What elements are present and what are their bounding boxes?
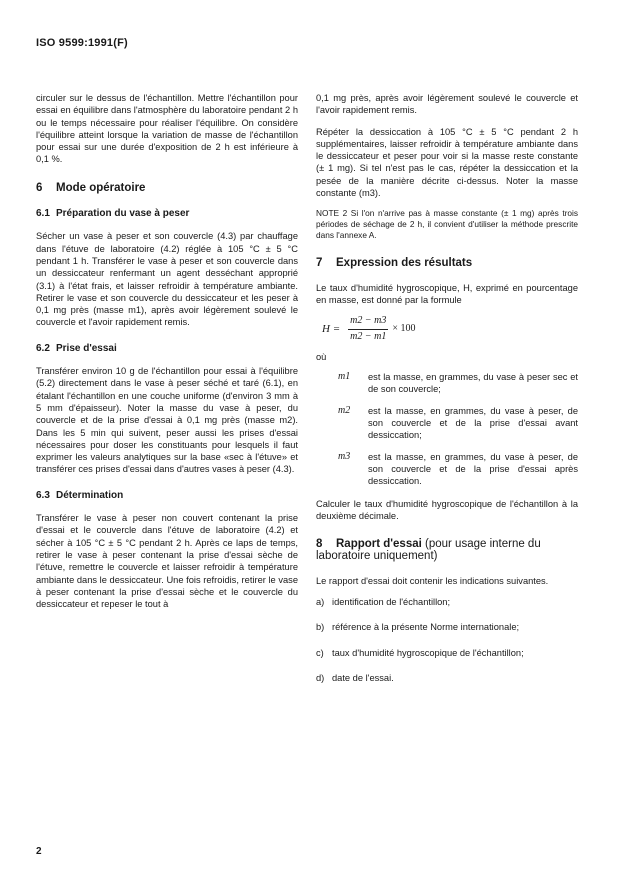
definition-item — [316, 451, 578, 488]
note-2: NOTE 2 Si l'on n'arrive pas à masse constante (± 1 mg) après trois périodes de séchage de 2 h, il convient d'utiliser la méthode prescrite dans l'annexe A. — [316, 208, 578, 241]
section-6-1-body: Sécher un vase à peser et son couvercle (4.3) par chauffage dans l'étuve de laboratoire (4.2) réglée à 105 °C ± 5 °C pendant 1 h. Transférer le vase à peser et son couvercle dans un dessiccateur renfermant un agent desséchant approprié (3.1) à l'état frais, et laisser refroidir à température ambiante. Retirer le vase et son couvercle du dessiccateur et les peser à 0,1 mg près (masse m1), après avoir légèrement soulevé le couvercle et l'avoir rapidement remis. — [36, 231, 298, 328]
section-title: Préparation du vase à peser — [56, 208, 190, 220]
where-label: où — [316, 351, 327, 362]
section-title: Mode opératoire — [56, 181, 146, 194]
section-number: 6.2 — [36, 342, 50, 354]
section-8-heading — [316, 538, 578, 563]
definition-symbol: m2 — [338, 404, 351, 416]
list-item-text: identification de l'échantillon; — [332, 597, 451, 608]
list-item-letter: c) — [316, 647, 324, 658]
section-7-body: Le taux d'humidité hygroscopique, H, exprimé en pourcentage en masse, est donné par la formule — [316, 282, 578, 305]
section-6-2-body: Transférer environ 10 g de l'échantillon pour essai à l'équilibre (5.2) directement dans le vase à peser séché et taré (6.1), en étalant l'échantillon en une couche uniforme (d'environ 3 mm à 5 mm d'épaisseur). Noter la masse du vase à peser, du couvercle et de la prise d'essai à 0,1 mg près (masse m2). Dans les 5 min qui suivent, peser aussi les prises d'essai nécessaires pour doser les constituants pour lesquels il faut exprimer les valeurs analytiques sur la base «sec à l'étuve» et transférer ces prises d'essai dans d'autres vases à peser (4.3). — [36, 366, 298, 475]
list-item — [316, 621, 578, 633]
list-item-letter: d) — [316, 672, 325, 683]
section-6-3-body: Transférer le vase à peser non couvert contenant la prise d'essai et le couvercle dans l'étuve de laboratoire (4.2) et sécher à 105 °C ± 5 °C pendant 2 h. Après ce laps de temps, retirer le vase à peser contenant la prise d'essai sèche de l'étuve, remettre le couvercle et laisser refroidir à température ambiante dans le dessiccateur. Une fois refroidis, retirer le vase à peser contenant la prise d'essai sèche et le couvercle du dessiccateur et repeser le tout à — [36, 513, 298, 610]
left-column — [36, 92, 298, 619]
section-6-heading — [36, 182, 298, 194]
section-6-2-heading — [36, 343, 298, 355]
definition-symbol: m1 — [338, 371, 351, 383]
document-header: ISO 9599:1991(F) — [36, 37, 128, 49]
section-7-heading — [316, 257, 578, 269]
repeat-paragraph: Répéter la dessiccation à 105 °C ± 5 °C pendant 2 h supplémentaires, laisser refroidir à température ambiante dans le dessiccateur et peser pour voir si la masse reste constante (± 1 mg). Si tel n'est pas le cas, répéter la dessiccation et la pesée de la manière décrite ci-dessus. Noter la masse constante (m3). — [316, 126, 578, 199]
page-number: 2 — [36, 846, 42, 857]
list-item — [316, 672, 578, 684]
formula-multiplier: × 100 — [392, 322, 416, 334]
formula-fraction — [348, 315, 388, 343]
section-number: 6.3 — [36, 489, 50, 501]
section-title: Rapport d'essai — [336, 538, 422, 551]
section-number: 6 — [36, 181, 43, 194]
section-number: 8 — [316, 538, 323, 551]
section-number: 6.1 — [36, 208, 50, 220]
continuation-paragraph: 0,1 mg près, après avoir légèrement soulevé le couvercle et l'avoir rapidement remis. — [316, 93, 578, 116]
formula-lhs: H = — [322, 322, 341, 335]
section-title: Expression des résultats — [336, 257, 473, 270]
list-item-text: taux d'humidité hygroscopique de l'échantillon; — [332, 647, 524, 658]
list-item — [316, 647, 578, 659]
section-title-suffix: (pour usage interne du laboratoire uniquement) — [316, 538, 541, 563]
definition-text: est la masse, en grammes, du vase à peser, de son couvercle et de la prise d'essai après dessiccation. — [368, 451, 578, 487]
list-item-text: date de l'essai. — [332, 672, 394, 683]
definition-item — [316, 371, 578, 396]
list-item-text: référence à la présente Norme internationale; — [332, 622, 520, 633]
section-8-body: Le rapport d'essai doit contenir les indications suivantes. — [316, 575, 549, 586]
section-6-3-heading — [36, 490, 298, 502]
definition-text: est la masse, en grammes, du vase à peser sec et de son couvercle; — [368, 372, 578, 395]
intro-paragraph: circuler sur le dessus de l'échantillon. Mettre l'échantillon pour essai en équilibre dans l'atmosphère du laboratoire pendant 2 h ou le temps nécessaire pour réaliser l'équilibre. On considère l'équilibre atteint lorsque la variation de masse de l'échantillon pour essai sur une durée d'exposition de 2 h est inférieure à 0,1 %. — [36, 93, 298, 165]
definition-item — [316, 405, 578, 442]
formula-denominator: m2 − m1 — [350, 330, 387, 342]
list-item-letter: a) — [316, 597, 325, 608]
section-title: Détermination — [56, 489, 124, 501]
definition-symbol: m3 — [338, 450, 351, 462]
list-item — [316, 596, 578, 608]
formula-numerator: m2 − m3 — [348, 315, 388, 329]
report-items-list — [316, 596, 578, 684]
section-title: Prise d'essai — [56, 342, 117, 354]
calculation-paragraph: Calculer le taux d'humidité hygroscopique de l'échantillon à la deuxième décimale. — [316, 498, 578, 521]
symbol-definitions — [316, 371, 578, 487]
definition-text: est la masse, en grammes, du vase à peser, de son couvercle et de la prise d'essai avant dessiccation; — [368, 405, 578, 441]
section-number: 7 — [316, 257, 323, 270]
right-column — [316, 92, 578, 697]
section-6-1-heading — [36, 208, 298, 220]
humidity-formula — [322, 315, 578, 343]
list-item-letter: b) — [316, 622, 325, 633]
